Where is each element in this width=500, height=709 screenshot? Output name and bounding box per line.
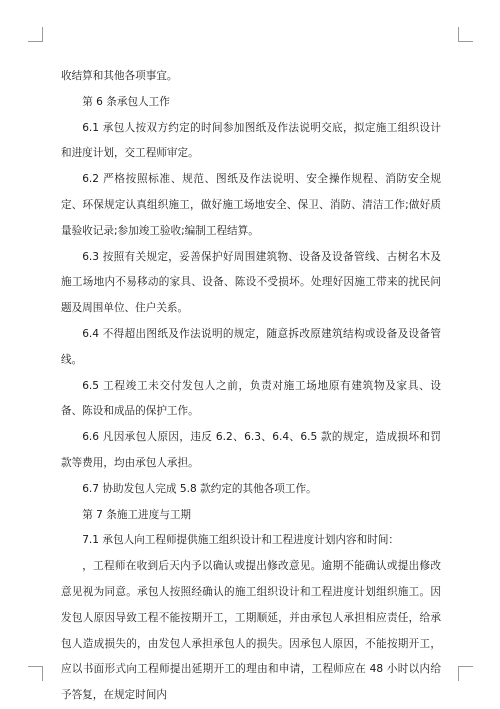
section-heading: 第 7 条施工进度与工期 (82, 508, 192, 521)
paragraph: 6.5 工程竣工未交付发包人之前，负责对施工场地原有建筑物及家具、设备、陈设和成品的保护工作。 (61, 379, 441, 418)
paragraph: 6.3 按照有关规定，妥善保护好周围建筑物、设备及设备管线、古树名木及施工场地内不易移动的家具、设备、陈设不受损坏。处理好因施工带来的扰民问题及周围单位、住户关系。 (61, 250, 441, 315)
paragraph: ，工程师在收到后天内予以确认或提出修改意见。逾期不能确认或提出修改意见视为同意。承包人按照经确认的施工组织设计和工程进度计划组织施工。因发包人原因导致工程不能按期开工，工期顺延，并由承包人承担相应责任，给承包人造成损失的，由发包人承担承包人的损失。因承包人原因，不能按期开工，应以书面形式向工程师提出延期开工的理由和申请，工程师应在 48 小时以内给予答复，在规定时间内 (61, 560, 441, 702)
paragraph: 收结算和其他各项事宜。 (61, 70, 178, 82)
crop-mark-top-right (458, 27, 473, 42)
section-heading: 第 6 条承包人工作 (82, 95, 170, 108)
paragraph: 6.4 不得超出图纸及作法说明的规定，随意拆改原建筑结构或设备及设备管线。 (61, 327, 441, 366)
paragraph: 7.1 承包人向工程师提供施工组织设计和工程进度计划内容和时间： (82, 534, 400, 547)
crop-mark-top-left (28, 27, 43, 42)
crop-mark-bottom-left (28, 666, 43, 681)
paragraph: 6.2 严格按照标准、规范、图纸及作法说明、安全操作规程、消防安全规定、环保规定认真组织施工，做好施工场地安全、保卫、消防、清洁工作;做好质量验收记录;参加竣工验收;编制工程结算。 (61, 173, 441, 237)
crop-mark-bottom-right (458, 666, 473, 681)
paragraph: 6.6 凡因承包人原因，违反 6.2、6.3、6.4、6.5 款的规定，造成损坏和罚款等费用，均由承包人承担。 (61, 431, 441, 469)
document-body (61, 64, 441, 709)
paragraph: 6.7 协助发包人完成 5.8 款约定的其他各项工作。 (82, 482, 317, 495)
paragraph: 6.1 承包人按双方约定的时间参加图纸及作法说明交底，拟定施工组织设计和进度计划，交工程师审定。 (61, 121, 441, 160)
